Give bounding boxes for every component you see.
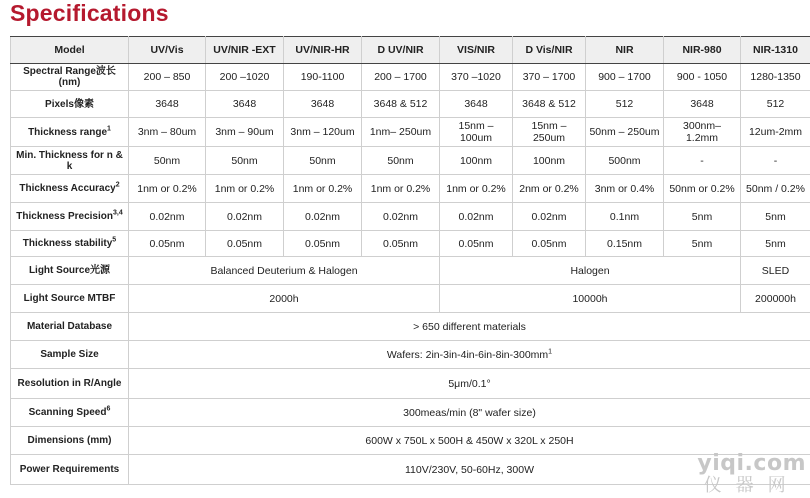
table-cell: 3nm – 90um — [206, 118, 284, 147]
row-label: Spectral Range波长 (nm) — [11, 64, 129, 91]
table-cell — [129, 341, 810, 369]
row-label: Min. Thickness for n & k — [11, 147, 129, 175]
table-row-stability — [11, 231, 810, 257]
table-cell: 0.15nm — [586, 231, 664, 257]
table-cell: 5nm — [741, 203, 810, 231]
table-cell: 15nm – 100um — [440, 118, 513, 147]
table-cell: 50nm — [284, 147, 362, 175]
table-cell: 370 –1020 — [440, 64, 513, 91]
table-cell: 3648 — [206, 91, 284, 118]
column-header: UV/NIR-HR — [284, 37, 362, 64]
table-cell: 0.05nm — [513, 231, 586, 257]
column-header: D Vis/NIR — [513, 37, 586, 64]
table-cell: 50nm or 0.2% — [664, 175, 741, 203]
column-header: NIR-1310 — [741, 37, 810, 64]
table-cell: 10000h — [440, 285, 741, 313]
table-row-light-source — [11, 257, 810, 285]
row-label-text: Thickness Accuracy — [19, 183, 116, 194]
table-cell: 1nm or 0.2% — [206, 175, 284, 203]
table-cell: 500nm — [586, 147, 664, 175]
specifications-table — [10, 36, 810, 485]
table-cell: 50nm / 0.2% — [741, 175, 810, 203]
column-header: UV/Vis — [129, 37, 206, 64]
table-cell: 3nm – 80um — [129, 118, 206, 147]
row-label-text: Thickness Precision — [16, 211, 113, 222]
row-label — [11, 203, 129, 231]
table-cell: 200 – 850 — [129, 64, 206, 91]
row-label — [11, 118, 129, 147]
table-cell: 100nm — [513, 147, 586, 175]
table-cell: 1nm– 250um — [362, 118, 440, 147]
table-row-sample-size — [11, 341, 810, 369]
table-cell: 0.02nm — [513, 203, 586, 231]
table-cell: 200 – 1700 — [362, 64, 440, 91]
row-label: Material Database — [11, 313, 129, 341]
column-header: NIR-980 — [664, 37, 741, 64]
row-label: Light Source MTBF — [11, 285, 129, 313]
table-cell: 0.02nm — [206, 203, 284, 231]
column-header: NIR — [586, 37, 664, 64]
table-row-dimensions — [11, 427, 810, 455]
table-cell: 3648 — [664, 91, 741, 118]
column-header: VIS/NIR — [440, 37, 513, 64]
table-cell: 50nm – 250um — [586, 118, 664, 147]
table-cell: 0.05nm — [206, 231, 284, 257]
header-row — [11, 37, 810, 64]
cell-text: Wafers: 2in-3in-4in-6in-8in-300mm — [386, 348, 549, 361]
table-cell: 3648 & 512 — [362, 91, 440, 118]
table-cell: 0.02nm — [284, 203, 362, 231]
table-row-pixels — [11, 91, 810, 118]
column-header: Model — [11, 37, 129, 64]
table-cell: 12um-2mm — [741, 118, 810, 147]
table-cell: - — [741, 147, 810, 175]
row-label-text: Thickness range — [28, 126, 107, 138]
table-row-power — [11, 455, 810, 485]
table-cell: 2nm or 0.2% — [513, 175, 586, 203]
table-cell: 0.05nm — [129, 231, 206, 257]
table-row-material-database — [11, 313, 810, 341]
table-cell: 3648 — [129, 91, 206, 118]
table-cell: 0.02nm — [129, 203, 206, 231]
table-cell: 5nm — [664, 231, 741, 257]
table-cell: 15nm – 250um — [513, 118, 586, 147]
table-row-resolution — [11, 369, 810, 399]
footnote-marker: 6 — [106, 405, 111, 413]
table-cell: 200000h — [741, 285, 810, 313]
table-cell: 1280-1350 — [741, 64, 810, 91]
row-label: Light Source光源 — [11, 257, 129, 285]
table-cell: 370 – 1700 — [513, 64, 586, 91]
row-label: Sample Size — [11, 341, 129, 369]
table-cell: 0.05nm — [440, 231, 513, 257]
table-cell: 300nm– 1.2mm — [664, 118, 741, 147]
table-cell: 0.02nm — [362, 203, 440, 231]
table-cell: 200 –1020 — [206, 64, 284, 91]
table-cell: > 650 different materials — [129, 313, 810, 341]
table-cell: SLED — [741, 257, 810, 285]
table-row-spectral-range — [11, 64, 810, 91]
watermark-chinese: 仪器网 — [703, 475, 800, 496]
table-cell: Balanced Deuterium & Halogen — [129, 257, 440, 285]
row-label — [11, 399, 129, 427]
table-cell: 3648 — [440, 91, 513, 118]
footnote-marker: 2 — [115, 181, 120, 189]
table-cell: 5nm — [741, 231, 810, 257]
table-cell: 50nm — [129, 147, 206, 175]
table-cell: 1nm or 0.2% — [284, 175, 362, 203]
footnote-marker: 3,4 — [112, 209, 123, 217]
table-cell: 2000h — [129, 285, 440, 313]
table-cell: 100nm — [440, 147, 513, 175]
footnote-marker: 1 — [548, 348, 553, 355]
footnote-marker: 5 — [112, 236, 117, 244]
row-label-text: Thickness stability — [22, 238, 113, 249]
table-cell: 0.05nm — [284, 231, 362, 257]
table-cell: 0.1nm — [586, 203, 664, 231]
table-row-accuracy — [11, 175, 810, 203]
row-label: Power Requirements — [11, 455, 129, 485]
row-label — [11, 175, 129, 203]
table-cell: 50nm — [206, 147, 284, 175]
row-label: Dimensions (mm) — [11, 427, 129, 455]
table-cell: 512 — [741, 91, 810, 118]
page-title: Specifications — [10, 0, 169, 26]
table-cell: 5μm/0.1° — [129, 369, 810, 399]
table-row-thickness-range — [11, 118, 810, 147]
table-cell: 3648 — [284, 91, 362, 118]
table-cell: 1nm or 0.2% — [362, 175, 440, 203]
table-cell: 0.05nm — [362, 231, 440, 257]
table-cell: - — [664, 147, 741, 175]
table-row-mtbf — [11, 285, 810, 313]
table-cell: 1nm or 0.2% — [129, 175, 206, 203]
table-cell: 0.02nm — [440, 203, 513, 231]
table-cell: 3nm – 120um — [284, 118, 362, 147]
table-cell: 600W x 750L x 500H & 450W x 320L x 250H — [129, 427, 810, 455]
watermark-site: yiqi.com — [697, 451, 806, 476]
watermark — [697, 452, 806, 496]
table-cell: 1nm or 0.2% — [440, 175, 513, 203]
table-row-min-thickness — [11, 147, 810, 175]
table-row-precision — [11, 203, 810, 231]
row-label — [11, 231, 129, 257]
table-cell: 300meas/min (8" wafer size) — [129, 399, 810, 427]
table-cell: 190-1100 — [284, 64, 362, 91]
column-header: D UV/NIR — [362, 37, 440, 64]
table-cell: 512 — [586, 91, 664, 118]
table-cell: 900 - 1050 — [664, 64, 741, 91]
table-cell: 50nm — [362, 147, 440, 175]
table-cell: 900 – 1700 — [586, 64, 664, 91]
footnote-marker: 1 — [107, 125, 111, 133]
table-cell: 3nm or 0.4% — [586, 175, 664, 203]
row-label-text: Scanning Speed — [28, 407, 107, 418]
table-row-scanning-speed — [11, 399, 810, 427]
table-cell: 3648 & 512 — [513, 91, 586, 118]
table-cell: Halogen — [440, 257, 741, 285]
column-header: UV/NIR -EXT — [206, 37, 284, 64]
table-cell: 110V/230V, 50-60Hz, 300W — [129, 455, 810, 485]
row-label: Resolution in R/Angle — [11, 369, 129, 399]
row-label: Pixels像素 — [11, 91, 129, 118]
table-cell: 5nm — [664, 203, 741, 231]
